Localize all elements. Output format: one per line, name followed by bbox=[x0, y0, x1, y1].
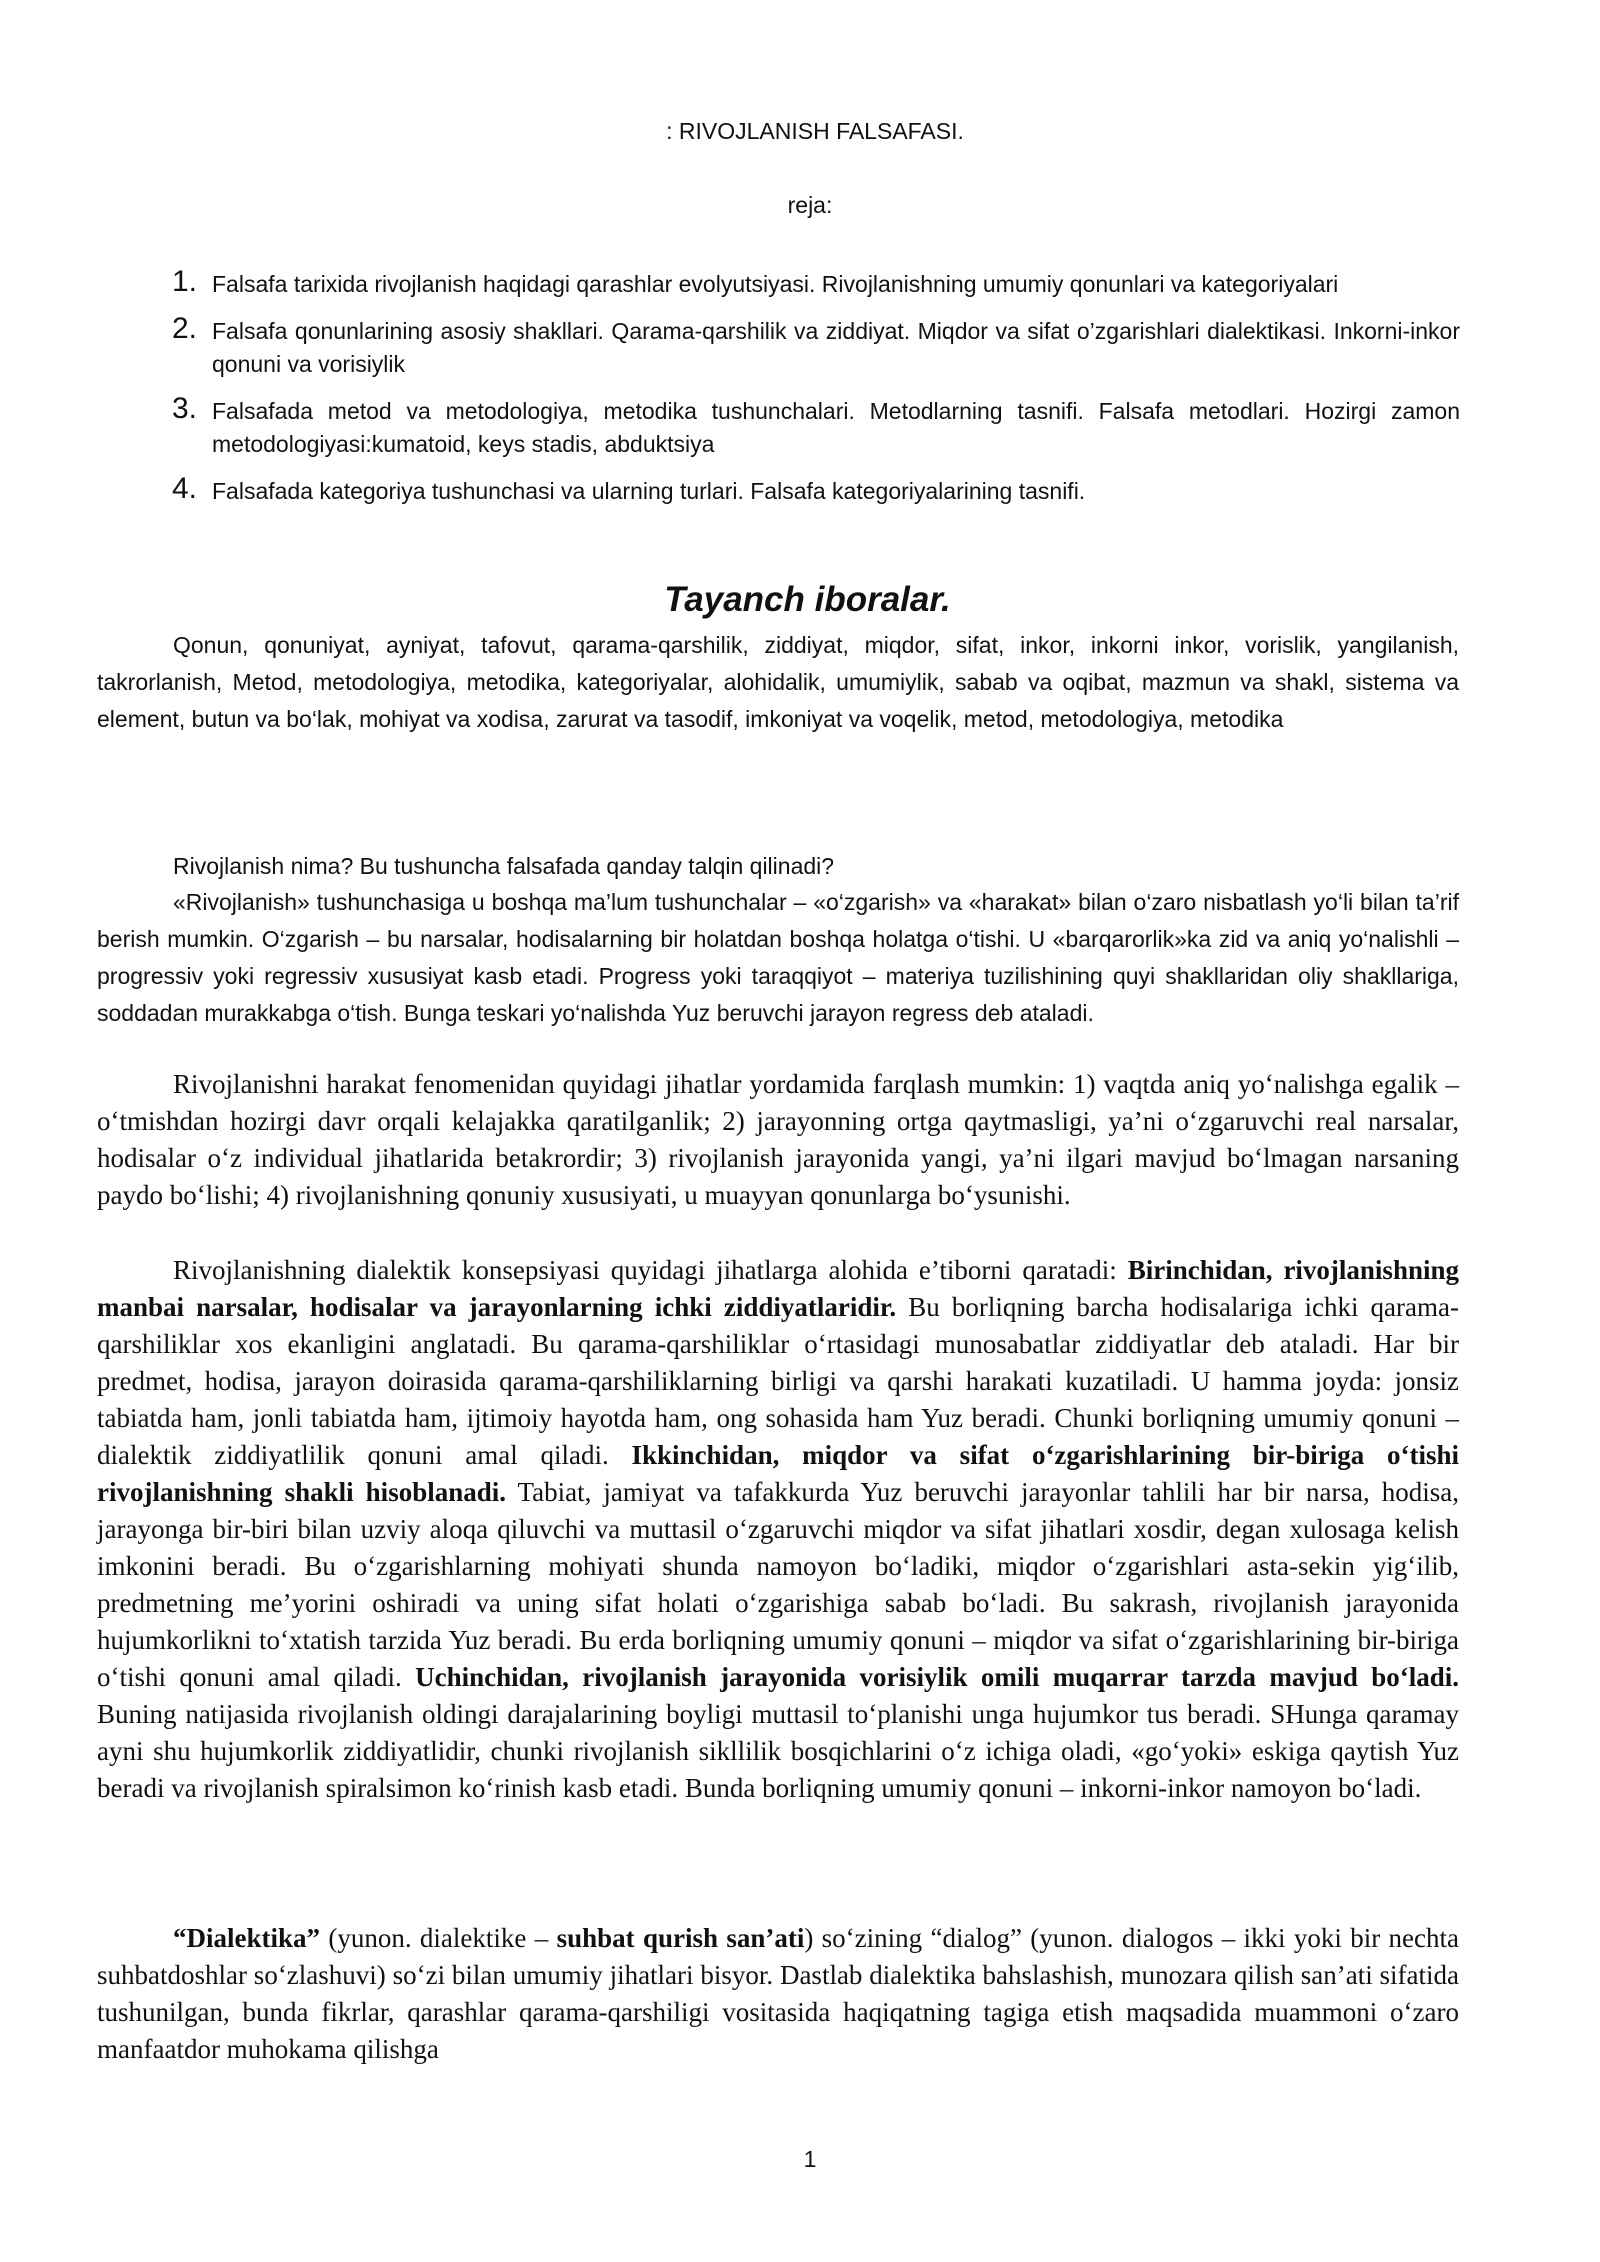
plan-heading: reja: bbox=[787, 192, 833, 218]
plan-item-number: 2. bbox=[172, 312, 198, 345]
dialektika-text: (yunon. dialektike – bbox=[320, 1923, 557, 1953]
dialectic-text: Bu borliqning barcha hodisalariga ichki qarama-qarshiliklar xos ekanligini anglatadi. Bu qarama-qarshiliklar o‘rtasidagi munosabatlar ziddiyatlar deb ataladi. Har bir predmet, hodisa, jarayon doirasida qarama-qarshiliklarning birligi va qarshi harakati kuzatiladi. U hamma joyda: jonsiz tabiatda ham, jonli tabiatda ham, ijtimoiy hayotda ham, ong sohasida ham Yuz beradi. Chunki borliqning umumiy qonuni – dialektik ziddiyatlilik qonuni amal qiladi. bbox=[97, 1292, 1459, 1470]
question-line: Rivojlanish nima? Bu tushuncha falsafada qanday talqin qilinadi? bbox=[173, 853, 835, 879]
plan-item-number: 3. bbox=[172, 392, 198, 425]
page-number: 1 bbox=[803, 2146, 817, 2172]
features-paragraph: Rivojlanishni harakat fenomenidan quyidagi jihatlar yordamida farqlash mumkin: 1) vaqtda aniq yo‘nalishga egalik – o‘tmishdan hozirgi davr orqali kelajakka qaratilganlik; 2) jarayonning ortga qaytmasligi, ya’ni o‘zgaruvchi real narsalar, hodisalar o‘z individual jihatlarida betakrordir; 3) rivojlanish jarayonida yangi, ya’ni ilgari mavjud bo‘lmagan narsaning paydo bo‘lishi; 4) rivojlanishning qonuniy xususiyati, u muayyan qonunlarga bo‘ysunishi. bbox=[97, 1069, 1459, 1210]
key-terms-paragraph: Qonun, qonuniyat, ayniyat, tafovut, qarama-qarshilik, ziddiyat, miqdor, sifat, inkor, inkorni inkor, vorislik, yangilanish, takrorlanish, Metod, metodologiya, metodika, kategoriyalar, alohidalik, umumiylik, sabab va oqibat, mazmun va shakl, sistema va element, butun va bo‘lak, mohiyat va xodisa, zarurat va tasodif, imkoniyat va voqelik, metod, metodologiya, metodika bbox=[97, 632, 1459, 732]
plan-item bbox=[170, 472, 1460, 508]
dialectic-text: Tabiat, jamiyat va tafakkurda Yuz beruvchi jarayonlar tahlili har bir narsa, hodisa, jarayonga bir-biri bilan uzviy aloqa qiluvchi va muttasil o‘zgaruvchi miqdor va sifat jihatlari xosdir, degan xulosaga kelish imkonini beradi. Bu o‘zgarishlarning mohiyati shunda namoyon bo‘ladiki, miqdor o‘zgarishlari asta-sekin yig‘ilib, predmetning me’yorini oshiradi va uning sifat holati o‘zgarishiga sabab bo‘ladi. Bu sakrash, rivojlanish jarayonida hujumkorlikni to‘xtatish tarzida Yuz beradi. Bu erda borliqning umumiy qonuni – miqdor va sifat o‘zgarishlarining bir-biriga o‘tishi qonuni amal qiladi. bbox=[97, 1477, 1459, 1692]
dialectic-bold-third: Uchinchidan, rivojlanish jarayonida vorisiylik omili muqarrar tarzda mavjud bo‘ladi. bbox=[415, 1662, 1459, 1692]
plan-item-text: Falsafada kategoriya tushunchasi va ularning turlari. Falsafa kategoriyalarining tasnifi. bbox=[212, 478, 1086, 504]
dialectic-text: Rivojlanishning dialektik konsepsiyasi quyidagi jihatlarga alohida e’tiborni qaratadi: bbox=[173, 1255, 1128, 1285]
plan-item-text: Falsafa qonunlarining asosiy shakllari. Qarama-qarshilik va ziddiyat. Miqdor va sifat o’zgarishlari dialektikasi. Inkorni-inkor qonuni va vorisiylik bbox=[212, 318, 1460, 377]
dialektika-text: ) so‘zining “dialog” (yunon. dialogos – ikki yoki bir nechta suhbatdoshlar so‘zlashuvi) so‘zi bilan umumiy jihatlari bisyor. Dastlab dialektika bahslashish, munozara qilish san’ati sifatida tushunilgan, bunda fikrlar, qarashlar qarama-qarshiligi vositasida haqiqatning tagiga etish maqsadida muammoni o‘zaro manfaatdor muhokama qilishga bbox=[97, 1923, 1459, 2064]
key-terms-heading: Tayanch iboralar. bbox=[664, 580, 951, 619]
plan-item-number: 4. bbox=[172, 472, 198, 505]
plan-item bbox=[170, 265, 1460, 301]
plan-item-number: 1. bbox=[172, 265, 198, 298]
dialektika-paragraph bbox=[97, 1920, 1459, 2068]
plan-item-text: Falsafada metod va metodologiya, metodika tushunchalari. Metodlarning tasnifi. Falsafa metodlari. Hozirgi zamon metodologiyasi:kumatoid, keys stadis, abduktsiya bbox=[212, 398, 1460, 457]
document-title: : RIVOJLANISH FALSAFASI. bbox=[666, 118, 964, 144]
dialectic-text: Buning natijasida rivojlanish oldingi darajalarining boyligi muttasil to‘planishi unga hujumkor tus beradi. SHunga qaramay ayni shu hujumkorlik ziddiyatlidir, chunki rivojlanish sikllilik bosqichlarini o‘z ichiga oladi, «go‘yoki» eskiga qaytish Yuz beradi va rivojlanish spiralsimon ko‘rinish kasb etadi. Bunda borliqning umumiy qonuni – inkorni-inkor namoyon bo‘ladi. bbox=[97, 1699, 1459, 1803]
definition-paragraph: «Rivojlanish» tushunchasiga u boshqa ma’lum tushunchalar – «o‘zgarish» va «harakat» bilan o‘zaro nisbatlash yo‘li bilan ta’rif berish mumkin. O‘zgarish – bu narsalar, hodisalarning bir holatdan boshqa holatga o‘tishi. U «barqarorlik»ka zid va aniq yo‘nalishli – progressiv yoki regressiv xususiyat kasb etadi. Progress yoki taraqqiyot – materiya tuzilishining quyi shakllaridan oliy shakllariga, soddadan murakkabga o‘tish. Bunga teskari yo‘nalishda Yuz beruvchi jarayon regress deb ataladi. bbox=[97, 889, 1459, 1026]
dialektika-term: “Dialektika” bbox=[173, 1923, 321, 1953]
dialektika-meaning: suhbat qurish san’ati bbox=[556, 1923, 805, 1953]
plan-item bbox=[170, 392, 1460, 461]
plan-item bbox=[170, 312, 1460, 381]
dialectic-paragraph bbox=[97, 1252, 1459, 1807]
dialectic-bold-second: Ikkinchidan, miqdor va sifat o‘zgarishlarining bir-biriga o‘tishi rivojlanishning shakli hisoblanadi. bbox=[97, 1440, 1459, 1507]
plan-list bbox=[170, 265, 1460, 522]
plan-item-text: Falsafa tarixida rivojlanish haqidagi qarashlar evolyutsiyasi. Rivojlanishning umumiy qonunlari va kategoriyalari bbox=[212, 271, 1339, 297]
dialectic-bold-first: Birinchidan, rivojlanishning manbai narsalar, hodisalar va jarayonlarning ichki ziddiyatlaridir. bbox=[97, 1255, 1459, 1322]
